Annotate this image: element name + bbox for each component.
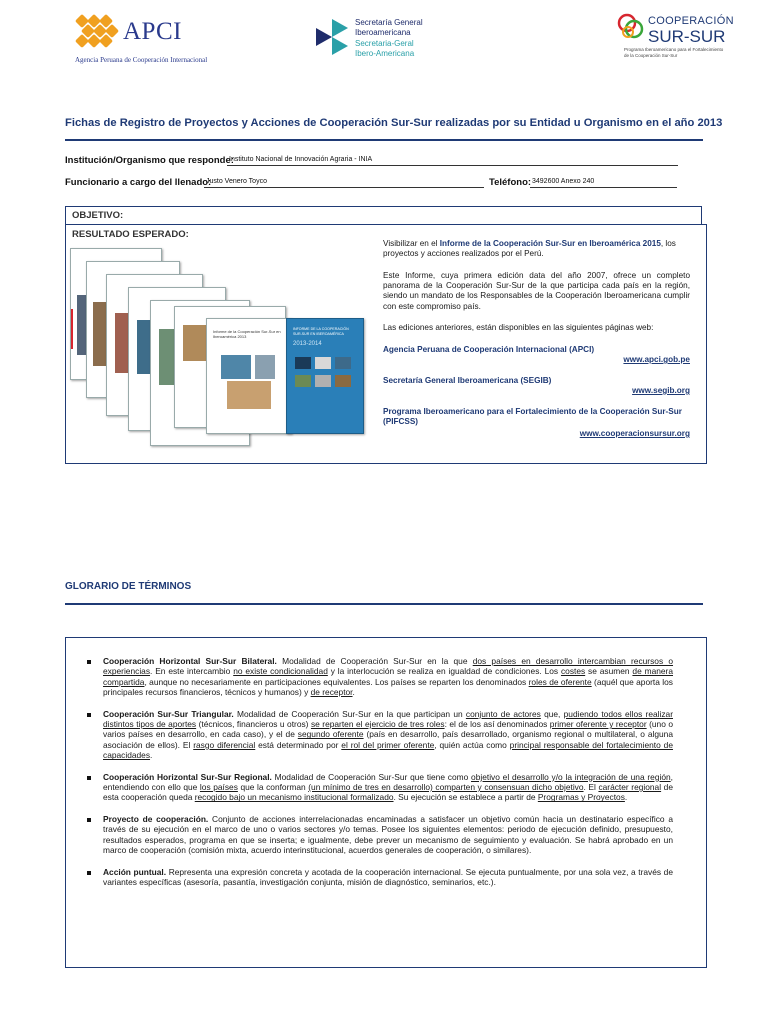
phone-field[interactable]: 3492600 Anexo 240 [530,177,677,188]
link-pifcss[interactable]: www.cooperacionsursur.org [579,429,690,438]
document-title: Fichas de Registro de Proyectos y Acciones de Cooperación Sur-Sur realizadas por su Entidad u Organismo en el año 2013 [65,117,723,129]
institution-label: Institución/Organismo que responde: [65,155,234,166]
info-intro: Visibilizar en el Informe de la Cooperación Sur-Sur en Iberoamérica 2015, los proyectos y acciones realizados por el Perú. [383,239,676,259]
glossary-item-accion: Acción puntual. Representa una expresión concreta y acotada de la cooperación internacional. Se ejecuta puntualmente, por una sola vez, a través de variantes específicas (asesoría, pasantía, investigación conjunta, misión de diagnóstico, seminarios, etc.). [103,866,673,887]
link-segib[interactable]: www.segib.org [632,386,690,395]
report-covers [66,244,366,439]
report-name: Informe de la Cooperación Sur-Sur en Iberoamérica 2015 [439,239,661,248]
report-cover-2013-main: Informe de la Cooperación Sur-Sur en Iberoamérica 2013 [206,318,292,434]
institution-field[interactable]: Instituto Nacional de Innovación Agraria - INIA [227,155,678,166]
org-pifcss: Programa Iberoamericano para el Fortalecimiento de la Cooperación Sur-Sur (PIFCSS) [383,407,682,427]
official-label: Funcionario a cargo del llenado: [65,177,212,188]
segib-text-es: Secretaría General Iberoamericana [355,18,423,37]
org-apci: Agencia Peruana de Cooperación Internacional (APCI) [383,345,595,354]
objective-box [65,206,702,224]
link-apci[interactable]: www.apci.gob.pe [623,355,690,364]
glossary-title: GLORARIO DE TÉRMINOS [65,581,192,592]
title-divider [65,139,703,141]
segib-text-pt: Secretaria-Geral Ibero-Americana [355,39,415,58]
report-cover-2013-2014: INFORME DE LA COOPERACIÓN SUR-SUR EN IBEROAMÉRICA 2013-2014 [286,318,364,434]
apci-subtitle: Agencia Peruana de Cooperación Internacional [75,56,208,64]
info-editions: Las ediciones anteriores, están disponibles en las siguientes páginas web: [383,323,654,332]
objective-label: OBJETIVO: [72,210,124,221]
official-field[interactable]: Justo Venero Toyco [204,177,484,188]
css-title-main: SUR-SUR [648,27,726,46]
glossary-item-regional: Cooperación Horizontal Sur-Sur Regional. Modalidad de Cooperación Sur-Sur que tiene como objetivo el desarrollo y/o la integración de una región, entendiendo con ello que los países que la conforman (un mínimo de tres en desarrollo) comparten y consensuan dicho objetivo. El carácter regional de esta cooperación queda recogido bajo un mecanismo institucional formalizado. Su ejecución se establece a partir de Programas y Proyectos. [103,771,673,803]
glossary-item-proyecto: Proyecto de cooperación. Conjunto de acciones interrelacionadas encaminadas a satisfacer un objetivo común hacia un destinatario específico a través de su ejecución en el marco de uno o varios sectores y/o temas. Posee los siguientes elementos: periodo de ejecución definido, presupuesto, resultados esperados, programa en que se inserta; e igualmente, debe prever un mecanismo de seguimiento y evaluación. Se habrá aprobado en un marco de cooperación (comisión mixta, acuerdo interinstitucional, acuerdos generales de cooperación, o similares). [103,813,673,856]
glossary-item-triangular: Cooperación Sur-Sur Triangular. Modalidad de Cooperación Sur-Sur en la que participan un conjunto de actores que, pudiendo todos ellos realizar distintos tipos de aportes (técnicos, financieros u otros) se reparten el ejercicio de tres roles: el de los así denominados primer oferente y receptor (uno o varios países en desarrollo, en cada caso), y el de segundo oferente (país en desarrollo, país desarrollado, organismo regional o multilateral, o alguna asociación de ellos). El rasgo diferencial está determinado por el rol del primer oferente, quién actúa como principal responsable del fortalecimiento de capacidades. [103,708,674,761]
info-description: Este Informe, cuya primera edición data del año 2007, ofrece un completo panorama de la Cooperación Sur-Sur de la que participa cada país en la región, siendo un mandato de los Responsables de la Cooperación Iberoamericana cumplir con este compromiso país. [383,271,690,311]
css-subtitle: Programa Iberoamericano para el Fortalecimiento de la Cooperación Sur-Sur [624,47,724,58]
org-segib: Secretaría General Iberoamericana (SEGIB) [383,376,552,385]
segib-logo [315,16,455,58]
apci-logo [75,14,245,62]
result-label: RESULTADO ESPERADO: [72,229,189,240]
glossary-divider [65,603,703,605]
phone-label: Teléfono: [489,177,532,188]
apci-mark-icon [75,14,121,52]
segib-mark-icon [315,18,349,56]
glossary-item-bilateral: Cooperación Horizontal Sur-Sur Bilateral. Modalidad de Cooperación Sur-Sur en la que dos países en desarrollo intercambian recursos o experiencias. En este intercambio no existe condicionalidad y la interlocución se realiza en igualdad de condiciones. Los costes se asumen de manera compartida, aunque no necesariamente en participaciones equivalentes. Los países se reparten los denominados roles de oferente (aquél que aporta los principales recursos financieros, técnicos y humanos) y de receptor. [103,656,674,698]
cooperacion-sursur-logo [616,10,734,66]
css-ring-icon [616,12,646,42]
apci-name: APCI [123,18,182,45]
glossary-list [103,656,673,898]
css-title-top: COOPERACIÓN [648,15,734,27]
